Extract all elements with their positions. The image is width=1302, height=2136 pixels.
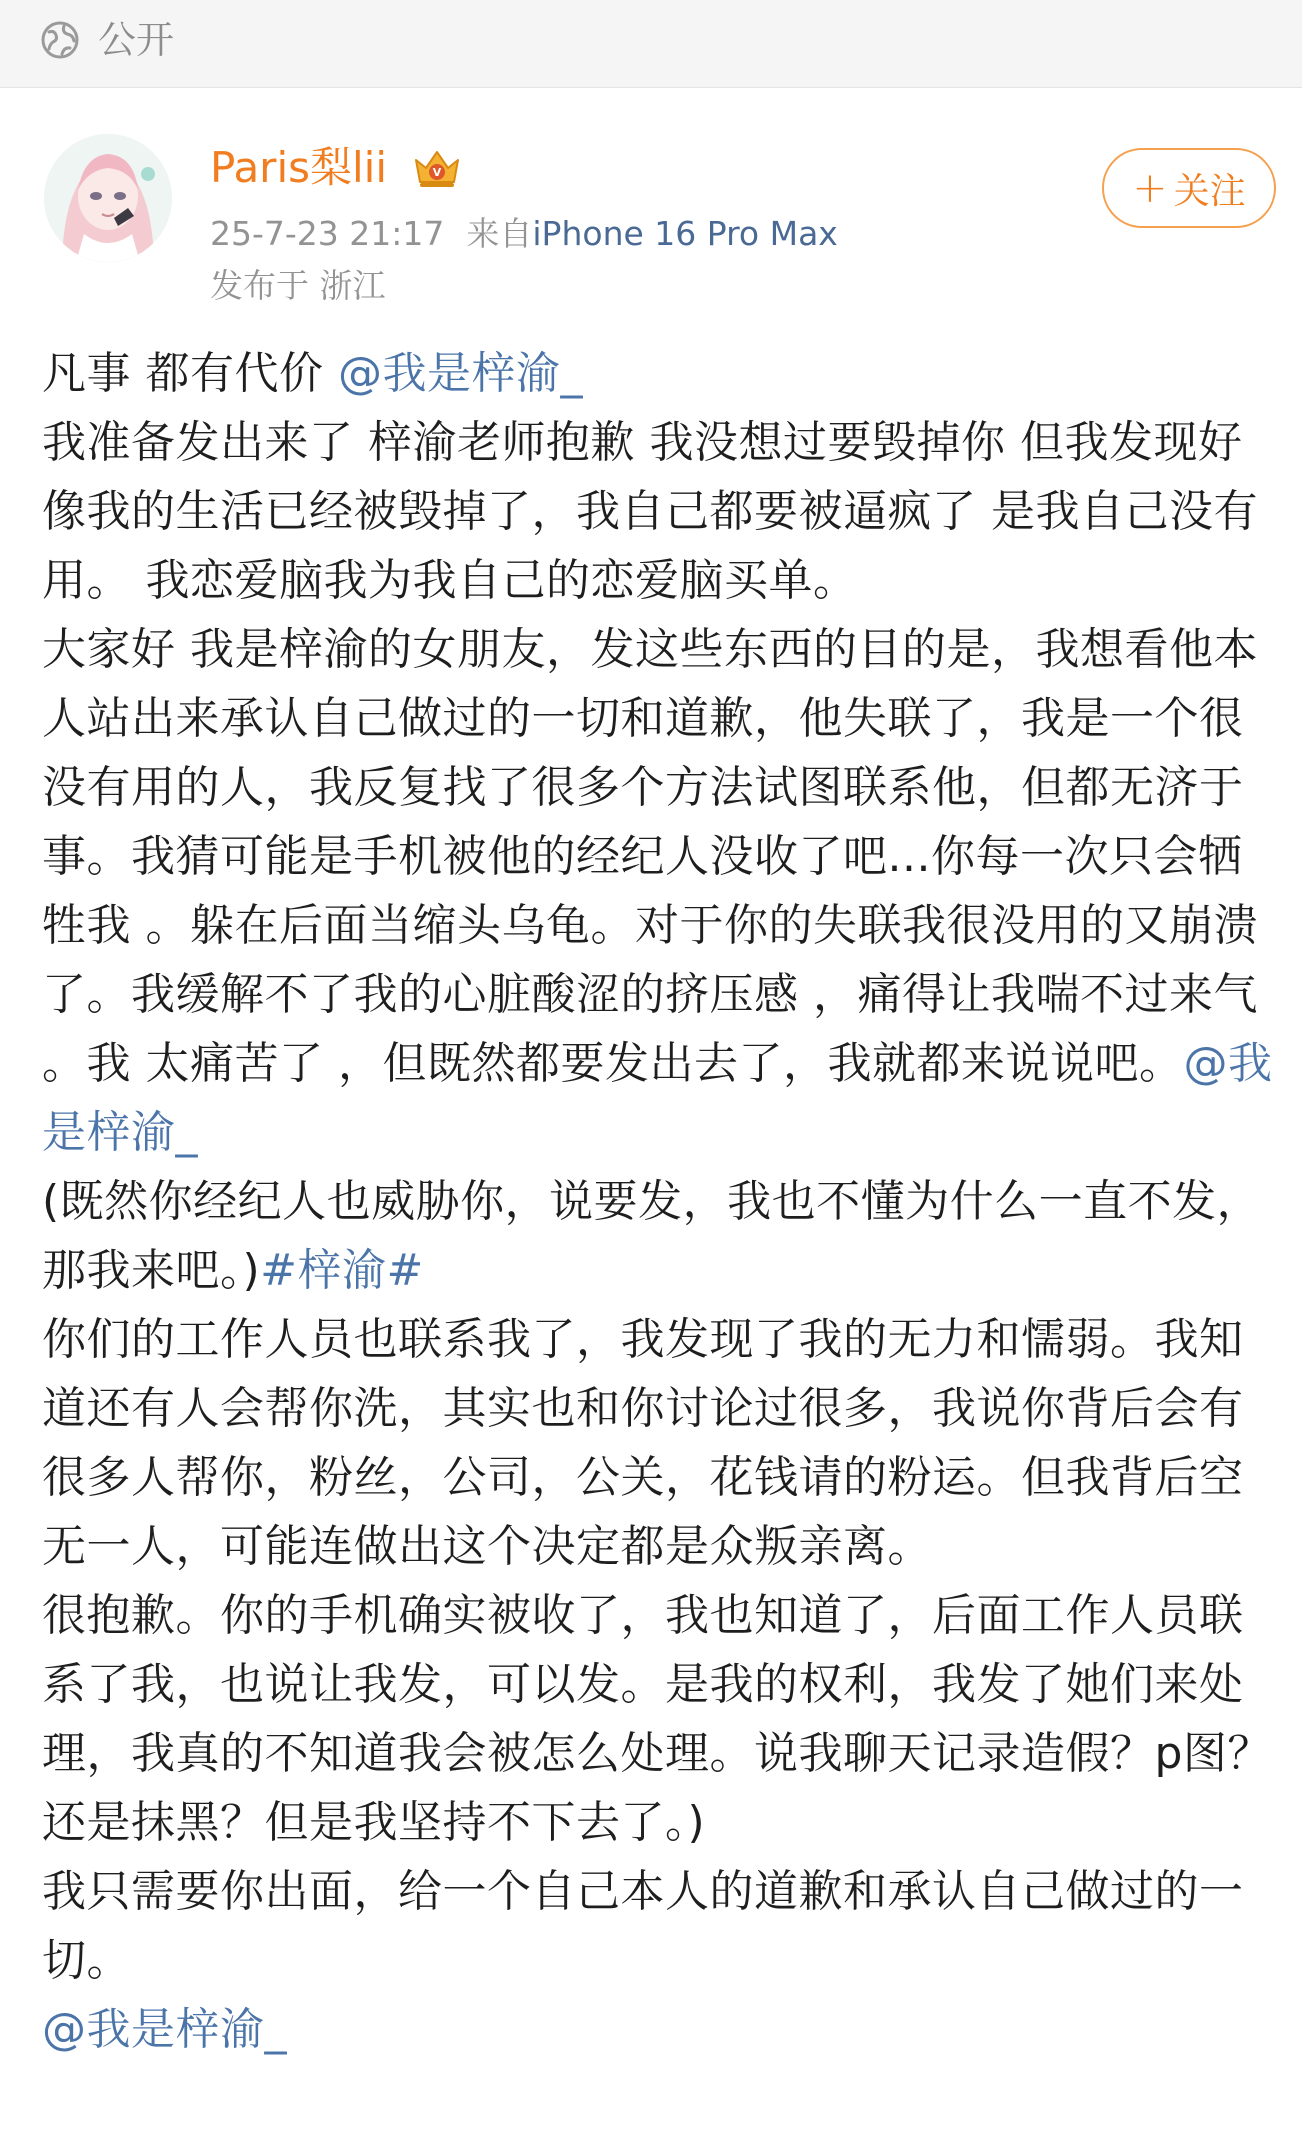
post-paragraph [42,1995,1282,2064]
follow-label: 关注 [1173,170,1246,212]
post-paragraph [42,1167,1282,1305]
post-paragraph [42,1581,1282,1857]
post-body [42,339,1282,2064]
visibility-bar [0,0,1302,88]
post-timestamp: 25-7-23 21:17 [210,214,445,253]
post-paragraph [42,1857,1282,1995]
hashtag-link[interactable]: #梓渝# [260,1245,424,1296]
post-paragraph [42,615,1282,1167]
paragraph-text: 你们的工作人员也联系我了，我发现了我的无力和懦弱。我知道还有人会帮你洗，其实也和你讨论过很多，我说你背后会有很多人帮你，粉丝，公司，公关，花钱请的粉运。但我背后空无一人，可能连做出这个决定都是众叛亲离。 [42,1314,1244,1572]
post-paragraph [42,339,1282,408]
visibility-label: 公开 [98,18,175,62]
post-paragraph [42,1305,1282,1581]
avatar[interactable] [44,134,172,262]
globe-icon [40,20,80,60]
vip-crown-icon[interactable] [412,146,462,190]
mention-link[interactable]: @我是梓渝_ [42,2004,287,2055]
paragraph-text: 大家好 我是梓渝的女朋友，发这些东西的目的是，我想看他本人站出来承认自己做过的一切和道歉，他失联了，我是一个很没有用的人，我反复找了很多个方法试图联系他，但都无济于事。我猜可能是手机被他的经纪人没收了吧...你每一次只会牺牲我 。躲在后面当缩头乌龟。对于你的失联我很没用的又崩溃了。我缓解不了我的心脏酸涩的挤压感 ，痛得让我喘不过来气 。我 太痛苦了 ，但既然都要发出去了，我就都来说说吧。 [42,624,1258,1089]
paragraph-text: 我只需要你出面，给一个自己本人的道歉和承认自己做过的一切。 [42,1866,1244,1986]
paragraph-text: 我准备发出来了 梓渝老师抱歉 我没想过要毁掉你 但我发现好像我的生活已经被毁掉了，我自己都要被逼疯了 是我自己没有用。 我恋爱脑我为我自己的恋爱脑买单。 [42,417,1258,606]
source-device-link[interactable]: iPhone 16 Pro Max [532,214,838,253]
paragraph-text: (既然你经纪人也威胁你，说要发，我也不懂为什么一直不发，那我来吧。) [42,1176,1262,1296]
post-location: 发布于 浙江 [210,266,386,305]
source-prefix: 来自 [466,214,533,253]
mention-link[interactable]: @我是梓渝_ [337,348,583,399]
follow-button[interactable] [1102,148,1276,228]
author-name[interactable]: Paris梨lii [210,143,388,192]
paragraph-text: 凡事 都有代价 [42,348,338,399]
post-paragraph [42,408,1282,615]
paragraph-text: 很抱歉。你的手机确实被收了，我也知道了，后面工作人员联系了我，也说让我发，可以发。是我的权利，我发了她们来处理，我真的不知道我会被怎么处理。说我聊天记录造假？p图？还是抹黑？但是我坚持不下去了。) [42,1590,1272,1848]
avatar-image [44,134,172,262]
svg-text:V: V [432,166,442,179]
plus-icon: + [1132,163,1168,212]
post-meta [210,212,838,256]
mention-link[interactable]: @我是梓渝_ [42,1038,1273,1158]
